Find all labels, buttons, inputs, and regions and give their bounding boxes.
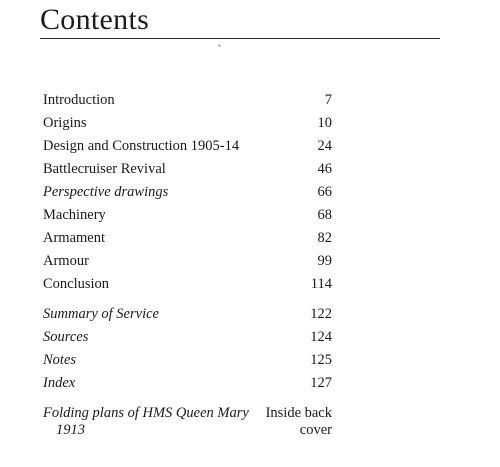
toc-entry-title: Armament <box>43 230 106 246</box>
toc-entry-page: 127 <box>310 375 332 391</box>
toc-entry-title-line1: Folding plans of HMS Queen Mary <box>43 405 249 421</box>
toc-entry-page: 66 <box>317 184 332 200</box>
toc-entry-page: 68 <box>317 207 332 223</box>
toc-entry-title: Perspective drawings <box>43 184 169 200</box>
toc-entry-page: 114 <box>310 276 332 292</box>
toc-entry-title: Design and Construction 1905-14 <box>43 138 240 154</box>
toc-entry-title: Notes <box>43 352 77 368</box>
toc-entry-page <box>266 405 332 439</box>
toc-entry-page: 10 <box>317 115 332 131</box>
toc-entry-title: Summary of Service <box>43 306 159 322</box>
toc-entry-title: Index <box>43 375 76 391</box>
toc-entry-page: 122 <box>310 306 332 322</box>
page-title: Contents <box>40 3 150 36</box>
toc-entry-title: Armour <box>43 253 89 269</box>
toc-entry-page-line2: cover <box>299 422 332 438</box>
toc-entry-title-line2: 1913 <box>56 422 85 438</box>
toc-entry-title: Battlecruiser Revival <box>43 161 166 177</box>
toc-entry-page: 99 <box>317 253 332 269</box>
toc-entry-title: Introduction <box>43 92 115 108</box>
toc-entry-page: 124 <box>310 329 332 345</box>
toc-entry-title: Conclusion <box>43 276 110 292</box>
toc-entry-page: 46 <box>317 161 332 177</box>
toc-entry-page: 24 <box>317 138 332 154</box>
toc-entry-title: Origins <box>43 115 87 131</box>
toc-entry-page: 125 <box>310 352 332 368</box>
toc-entry-page: 82 <box>317 230 332 246</box>
toc-entry-page: 7 <box>324 92 332 108</box>
toc-entry-title: Sources <box>43 329 89 345</box>
toc-entry-title <box>43 405 253 439</box>
toc-entry-title: Machinery <box>43 207 106 223</box>
toc-entry-page-line1: Inside back <box>265 405 332 421</box>
